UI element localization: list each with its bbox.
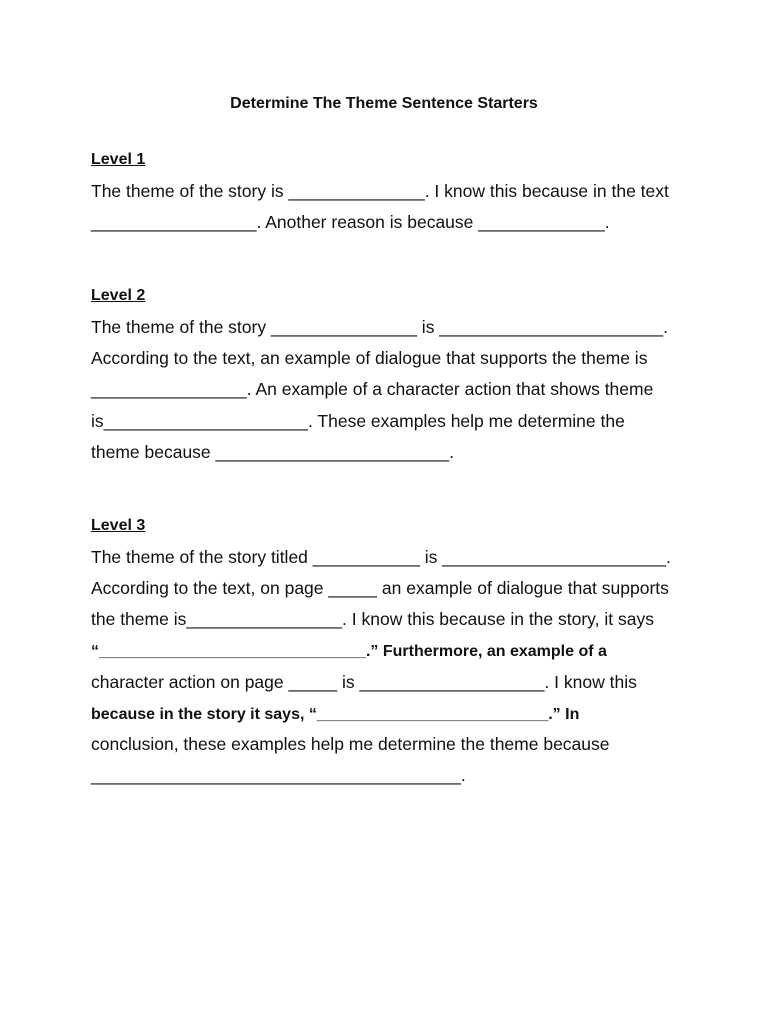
level-3-line-2: According to the text, on page _____ an example of dialogue that supports bbox=[91, 578, 669, 598]
level-1-line-1: The theme of the story is ______________. I know this because in the text bbox=[91, 181, 669, 201]
level-3-line-5: character action on page _____ is ___________________. I know this bbox=[91, 672, 637, 692]
level-1-line-2: _________________. Another reason is because _____________. bbox=[91, 212, 610, 232]
page-title: Determine The Theme Sentence Starters bbox=[230, 95, 538, 112]
level-2-heading: Level 2 bbox=[91, 287, 146, 304]
level-2-line-2: According to the text, an example of dialogue that supports the theme is bbox=[91, 348, 648, 368]
level-3-line-3: the theme is________________. I know this because in the story, it says bbox=[91, 609, 654, 629]
level-3-line-1: The theme of the story titled ___________ is _______________________. bbox=[91, 547, 671, 567]
level-1-heading: Level 1 bbox=[91, 151, 146, 168]
level-2-line-3: ________________. An example of a character action that shows theme bbox=[91, 379, 654, 399]
level-3-line-8: ______________________________________. bbox=[91, 765, 466, 785]
level-2-line-5: theme because ________________________. bbox=[91, 442, 454, 462]
level-3-line-7: conclusion, these examples help me determine the theme because bbox=[91, 734, 610, 754]
level-3-line-6: because in the story it says, “__________________________.” In bbox=[91, 706, 580, 723]
level-2-line-4: is_____________________. These examples help me determine the bbox=[91, 411, 625, 431]
level-3-line-4: “______________________________.” Furthermore, an example of a bbox=[91, 643, 607, 660]
level-3-heading: Level 3 bbox=[91, 517, 146, 534]
level-2-line-1: The theme of the story _______________ is _______________________. bbox=[91, 317, 669, 337]
